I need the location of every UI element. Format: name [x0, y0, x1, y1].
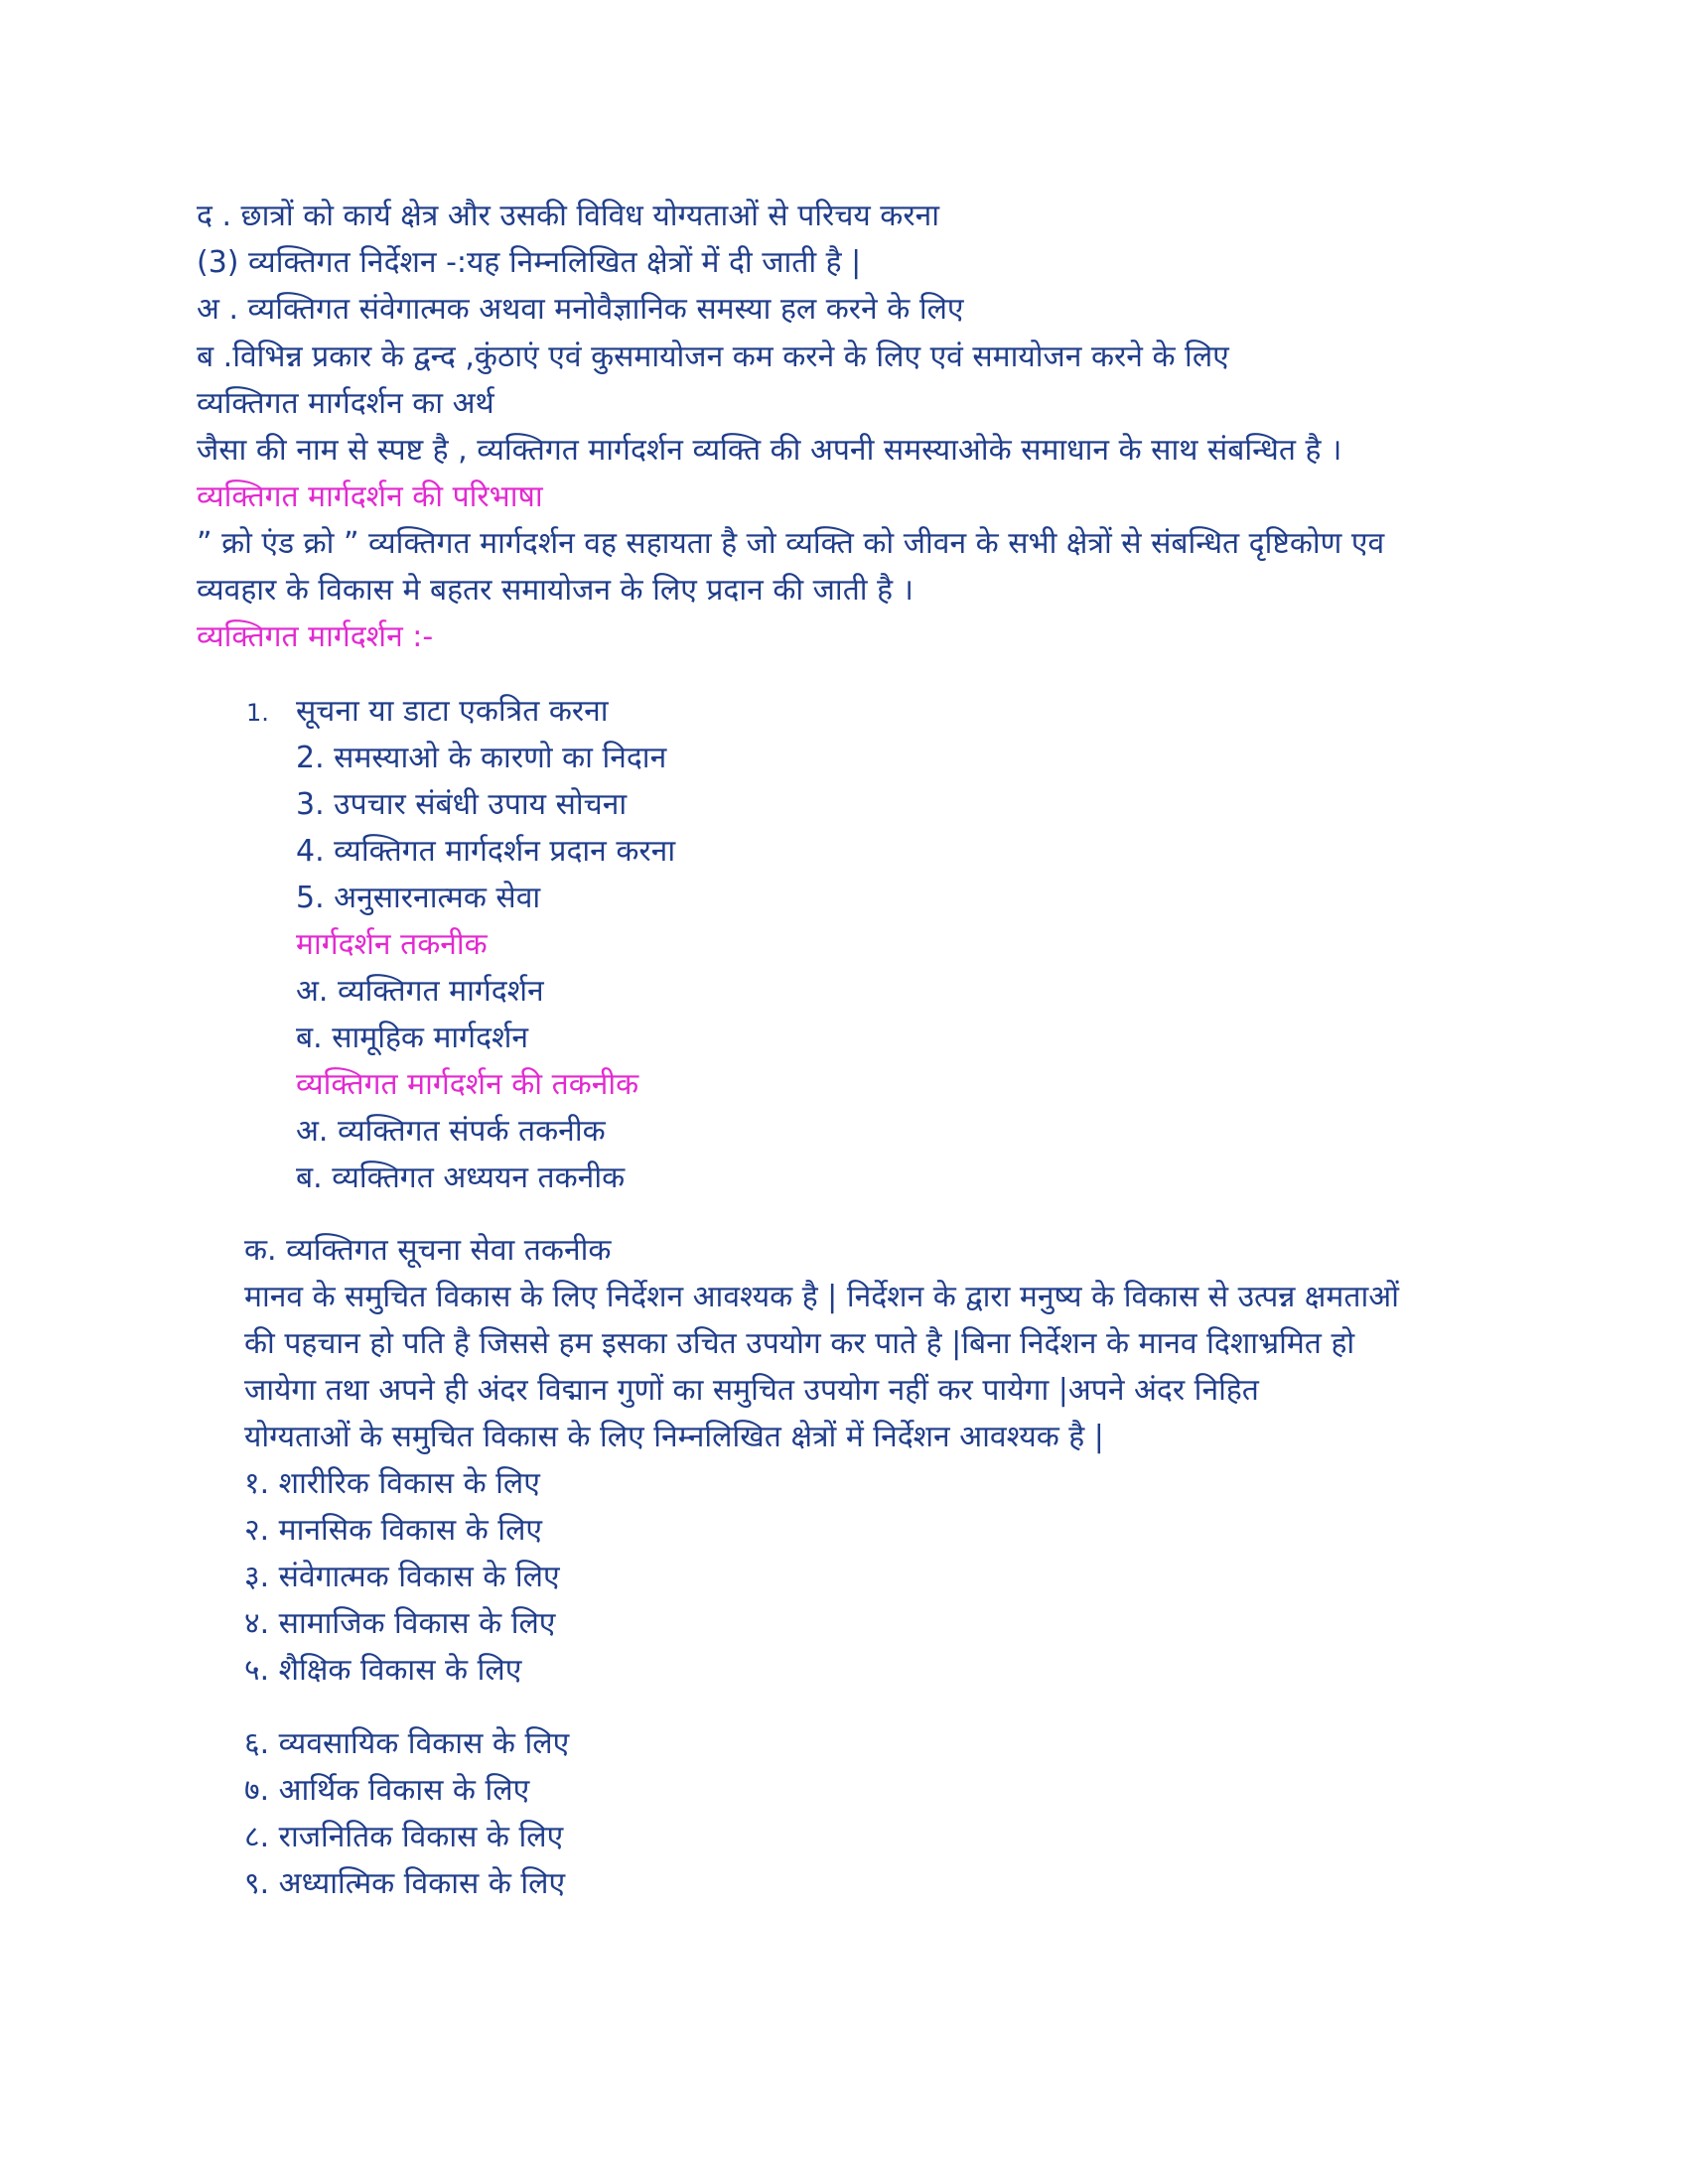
area-4: ४. सामाजिक विकास के लिए	[244, 1606, 556, 1641]
area-1: १. शारीरिक विकास के लिए	[244, 1466, 540, 1501]
step-1	[246, 692, 609, 733]
area-8: ८. राजनितिक विकास के लिए	[244, 1820, 564, 1854]
area-9: ९. अध्यात्मिक विकास के लिए	[244, 1866, 566, 1901]
area-7: ७. आर्थिक विकास के लिए	[244, 1773, 530, 1808]
paragraph-line-1: मानव के समुचित विकास के लिए निर्देशन आवश्यक है | निर्देशन के द्वारा मनुष्य के विकास से उत्पन्न क्षमताओं	[244, 1280, 1399, 1314]
meaning-text: जैसा की नाम से स्पष्ट है , व्यक्तिगत मार्गदर्शन व्यक्ति की अपनी समस्याओके समाधान के साथ संबन्धित है ।	[197, 433, 1342, 468]
area-2: २. मानसिक विकास के लिए	[244, 1513, 543, 1548]
line-d: द . छात्रों को कार्य क्षेत्र और उसकी विविध योग्यताओं से परिचय करना	[197, 199, 940, 233]
step-2: 2. समस्याओ के कारणो का निदान	[296, 741, 667, 775]
techniques-heading: मार्गदर्शन तकनीक	[296, 927, 488, 962]
definition-heading: व्यक्तिगत मार्गदर्शन की परिभाषा	[197, 479, 543, 514]
technique-contact: अ. व्यक्तिगत संपर्क तकनीक	[296, 1114, 606, 1149]
line-personal-direction: (3) व्यक्तिगत निर्देशन -:यह निम्नलिखित क्षेत्रों में दी जाती है |	[197, 245, 862, 280]
paragraph-line-4: योग्यताओं के समुचित विकास के लिए निम्नलिखित क्षेत्रों में निर्देशन आवश्यक है |	[244, 1420, 1104, 1454]
paragraph-line-3: जायेगा तथा अपने ही अंदर विद्मान गुणों का समुचित उपयोग नहीं कर पायेगा |अपने अंदर निहित	[244, 1373, 1259, 1408]
personal-techniques-heading: व्यक्तिगत मार्गदर्शन की तकनीक	[296, 1067, 639, 1102]
technique-group: ब. सामूहिक मार्गदर्शन	[296, 1021, 529, 1055]
area-6: ६. व्यवसायिक विकास के लिए	[244, 1726, 570, 1761]
line-a: अ . व्यक्तिगत संवेगात्मक अथवा मनोवैज्ञानिक समस्या हल करने के लिए	[197, 292, 964, 327]
step-1-number: 1.	[246, 699, 269, 727]
meaning-heading: व्यक्तिगत मार्गदर्शन का अर्थ	[197, 386, 494, 421]
step-3: 3. उपचार संबंधी उपाय सोचना	[296, 787, 628, 822]
line-k: क. व्यक्तिगत सूचना सेवा तकनीक	[244, 1233, 612, 1268]
technique-study: ब. व्यक्तिगत अध्ययन तकनीक	[296, 1160, 626, 1195]
step-5: 5. अनुसारनात्मक सेवा	[296, 881, 541, 915]
guidance-heading: व्यक्तिगत मार्गदर्शन :-	[197, 619, 434, 654]
definition-line-2: व्यवहार के विकास मे बहतर समायोजन के लिए प्रदान की जाती है ।	[197, 573, 914, 608]
area-3: ३. संवेगात्मक विकास के लिए	[244, 1560, 560, 1594]
area-5: ५. शैक्षिक विकास के लिए	[244, 1653, 522, 1688]
step-1-text: सूचना या डाटा एकत्रित करना	[296, 694, 609, 729]
line-b: ब .विभिन्न प्रकार के द्वन्द ,कुंठाएं एवं कुसमायोजन कम करने के लिए एवं समायोजन करने के लिए	[197, 340, 1229, 374]
technique-personal: अ. व्यक्तिगत मार्गदर्शन	[296, 974, 544, 1009]
paragraph-line-2: की पहचान हो पति है जिससे हम इसका उचित उपयोग कर पाते है |बिना निर्देशन के मानव दिशाभ्रमित हो	[244, 1326, 1355, 1361]
step-4: 4. व्यक्तिगत मार्गदर्शन प्रदान करना	[296, 834, 676, 869]
definition-line-1: ” क्रो एंड क्रो ” व्यक्तिगत मार्गदर्शन वह सहायता है जो व्यक्ति को जीवन के सभी क्षेत्रों से संबन्धित दृष्टिकोण एव	[197, 526, 1385, 561]
